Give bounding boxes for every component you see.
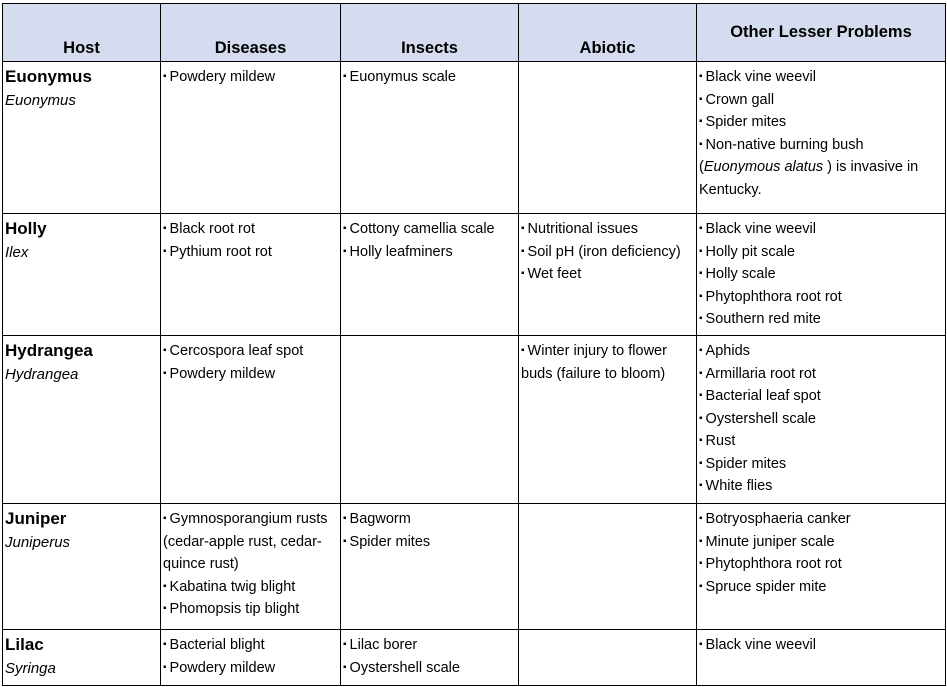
bullet-icon: ▪	[343, 245, 347, 257]
host-common-name: Euonymus	[5, 67, 92, 86]
header-host: Host	[3, 4, 161, 62]
list-item	[521, 241, 694, 264]
bullet-icon: ▪	[521, 223, 525, 234]
bullet-icon: ▪	[699, 435, 703, 446]
list-item	[343, 531, 516, 554]
list-item-text: Black vine weevil	[705, 637, 816, 653]
list-item-text: Southern red mite	[705, 311, 821, 327]
insects-cell	[341, 630, 519, 686]
bullet-icon: ▪	[699, 223, 703, 234]
host-latin-name: Ilex	[5, 244, 29, 261]
list-item-text: Wet feet	[527, 266, 582, 282]
list-item	[699, 475, 943, 498]
header-row	[3, 4, 946, 62]
list-item	[163, 598, 338, 621]
insects-cell	[341, 62, 519, 214]
host-common-name: Hydrangea	[5, 341, 93, 360]
list-item-text: Phytophthora root rot	[705, 288, 842, 305]
list-item-text: Bacterial leaf spot	[705, 388, 821, 404]
host-common-name: Juniper	[5, 509, 67, 528]
list-item	[699, 111, 943, 134]
bullet-icon: ▪	[521, 345, 525, 356]
list-item	[343, 508, 516, 531]
bullet-icon: ▪	[699, 457, 703, 469]
bullet-icon: ▪	[163, 223, 167, 234]
list-item	[699, 634, 943, 657]
list-item-text: Spider mites	[349, 533, 431, 550]
list-item-text: Winter injury to flower buds (failure to bloom)	[521, 343, 667, 382]
list-item	[163, 634, 338, 657]
abiotic-cell	[519, 62, 697, 214]
list-item	[343, 66, 516, 89]
list-item	[699, 385, 943, 408]
insects-cell	[341, 336, 519, 504]
bullet-icon: ▪	[699, 116, 703, 127]
list-item-text: Black vine weevil	[705, 69, 816, 85]
host-latin-name: Juniperus	[5, 534, 71, 551]
list-item-text: Aphids	[705, 343, 750, 359]
bullet-icon: ▪	[521, 245, 525, 257]
bullet-icon: ▪	[343, 535, 347, 547]
header-diseases: Diseases	[161, 4, 341, 62]
list-item-text: Cercospora leaf spot	[169, 343, 304, 359]
list-item	[163, 363, 338, 386]
burning-bush-note	[699, 159, 918, 198]
other-problems-cell	[697, 214, 946, 336]
list-item	[699, 363, 943, 386]
host-cell	[3, 336, 161, 504]
bullet-icon: ▪	[521, 268, 525, 279]
list-item-text: Black vine weevil	[705, 221, 816, 237]
bullet-icon: ▪	[163, 603, 167, 614]
list-item-text: Pythium root rot	[169, 243, 272, 260]
list-item	[699, 134, 943, 157]
bullet-icon: ▪	[163, 71, 167, 82]
diseases-cell	[161, 504, 341, 630]
bullet-icon: ▪	[699, 367, 703, 379]
list-item-text: Crown gall	[705, 91, 775, 108]
bullet-icon: ▪	[699, 390, 703, 401]
note-text: ) is invasive in Kentucky.	[699, 159, 919, 198]
list-item-text: Spruce spider mite	[705, 578, 827, 595]
host-latin-name: Euonymus	[5, 92, 76, 109]
table-row	[3, 62, 946, 214]
bullet-icon: ▪	[163, 639, 167, 650]
list-item-text: Soil pH (iron deficiency)	[527, 243, 681, 260]
diseases-cell	[161, 630, 341, 686]
list-item	[699, 263, 943, 286]
list-item	[699, 241, 943, 264]
list-item-text: Rust	[705, 433, 736, 449]
host-cell	[3, 630, 161, 686]
list-item	[163, 218, 338, 241]
plant-problems-table	[2, 3, 946, 686]
list-item	[163, 657, 338, 680]
list-item	[699, 508, 943, 531]
header-other-problems: Other Lesser Problems	[697, 4, 946, 62]
table-row	[3, 630, 946, 686]
list-item	[699, 553, 943, 576]
list-item-text: Holly leafminers	[349, 243, 453, 260]
list-item-text: Cottony camellia scale	[349, 221, 495, 237]
table-row	[3, 504, 946, 630]
list-item-text: Botryosphaeria canker	[705, 511, 851, 527]
list-item-text: Phytophthora root rot	[705, 556, 842, 572]
bullet-icon: ▪	[699, 535, 703, 547]
bullet-icon: ▪	[163, 580, 167, 592]
host-common-name: Lilac	[5, 635, 44, 654]
list-item	[163, 508, 338, 576]
list-item	[163, 241, 338, 264]
bullet-icon: ▪	[699, 558, 703, 569]
bullet-icon: ▪	[699, 138, 703, 150]
abiotic-cell	[519, 630, 697, 686]
table-body	[3, 62, 946, 686]
diseases-cell	[161, 62, 341, 214]
host-latin-name: Hydrangea	[5, 366, 79, 383]
list-item	[699, 66, 943, 89]
list-item	[163, 576, 338, 599]
other-problems-cell	[697, 630, 946, 686]
list-item	[699, 408, 943, 431]
bullet-icon: ▪	[699, 480, 703, 491]
other-problems-cell	[697, 62, 946, 214]
bullet-icon: ▪	[343, 513, 347, 524]
list-item	[699, 286, 943, 309]
note-species-name: Euonymous alatus	[703, 159, 824, 175]
list-item	[343, 218, 516, 241]
bullet-icon: ▪	[699, 93, 703, 105]
diseases-cell	[161, 214, 341, 336]
diseases-cell	[161, 336, 341, 504]
list-item-text: Lilac borer	[349, 637, 418, 653]
list-item-text: Powdery mildew	[169, 69, 276, 85]
bullet-icon: ▪	[699, 313, 703, 324]
list-item	[163, 66, 338, 89]
list-item-text: Powdery mildew	[169, 365, 276, 382]
table-header	[3, 4, 946, 62]
abiotic-cell	[519, 504, 697, 630]
host-latin-name: Syringa	[5, 660, 56, 677]
insects-cell	[341, 504, 519, 630]
host-cell	[3, 62, 161, 214]
list-item	[699, 576, 943, 599]
header-abiotic: Abiotic	[519, 4, 697, 62]
bullet-icon: ▪	[699, 245, 703, 257]
bullet-icon: ▪	[343, 223, 347, 234]
bullet-icon: ▪	[699, 580, 703, 592]
list-item-text: Spider mites	[705, 455, 787, 472]
list-item-text: Non-native burning bush	[705, 136, 864, 153]
note-open: (	[699, 159, 704, 175]
list-item-text: Bagworm	[349, 511, 411, 527]
list-item	[699, 218, 943, 241]
bullet-icon: ▪	[343, 71, 347, 82]
bullet-icon: ▪	[699, 290, 703, 302]
list-item-text: Bacterial blight	[169, 637, 265, 653]
list-item-text: Gymnosporangium rusts (cedar-apple rust, cedar-quince rust)	[163, 511, 328, 572]
list-item	[521, 263, 694, 286]
list-item	[521, 340, 694, 385]
list-item-text: White flies	[705, 478, 773, 494]
list-item-text: Kabatina twig blight	[169, 578, 296, 595]
bullet-icon: ▪	[343, 661, 347, 673]
list-item	[699, 453, 943, 476]
bullet-icon: ▪	[163, 513, 167, 524]
list-item-text: Minute juniper scale	[705, 533, 835, 550]
list-item-text: Black root rot	[169, 221, 255, 237]
bullet-icon: ▪	[699, 412, 703, 424]
bullet-icon: ▪	[163, 661, 167, 673]
list-item-text: Oystershell scale	[705, 410, 816, 427]
list-item	[163, 340, 338, 363]
other-problems-cell	[697, 504, 946, 630]
list-item-text: Spider mites	[705, 114, 787, 130]
list-item-text: Phomopsis tip blight	[169, 601, 300, 617]
abiotic-cell	[519, 336, 697, 504]
abiotic-cell	[519, 214, 697, 336]
list-item	[699, 340, 943, 363]
list-item	[343, 241, 516, 264]
list-item-text: Nutritional issues	[527, 221, 638, 237]
bullet-icon: ▪	[699, 345, 703, 356]
bullet-icon: ▪	[163, 245, 167, 257]
bullet-icon: ▪	[699, 639, 703, 650]
list-item-text: Holly scale	[705, 266, 776, 282]
list-item	[699, 308, 943, 331]
bullet-icon: ▪	[699, 71, 703, 82]
insects-cell	[341, 214, 519, 336]
table-row	[3, 214, 946, 336]
bullet-icon: ▪	[163, 345, 167, 356]
header-insects: Insects	[341, 4, 519, 62]
list-item	[343, 634, 516, 657]
list-item	[521, 218, 694, 241]
other-problems-cell	[697, 336, 946, 504]
list-item-text: Euonymus scale	[349, 69, 456, 85]
bullet-icon: ▪	[343, 639, 347, 650]
list-item	[699, 531, 943, 554]
bullet-icon: ▪	[163, 367, 167, 379]
list-item-text: Powdery mildew	[169, 659, 276, 676]
list-item-text: Armillaria root rot	[705, 365, 816, 382]
host-cell	[3, 214, 161, 336]
host-cell	[3, 504, 161, 630]
bullet-icon: ▪	[699, 268, 703, 279]
list-item	[343, 657, 516, 680]
table-row	[3, 336, 946, 504]
host-common-name: Holly	[5, 219, 47, 238]
list-item-text: Oystershell scale	[349, 659, 460, 676]
list-item	[699, 89, 943, 112]
list-item-text: Holly pit scale	[705, 243, 795, 260]
bullet-icon: ▪	[699, 513, 703, 524]
list-item	[699, 430, 943, 453]
